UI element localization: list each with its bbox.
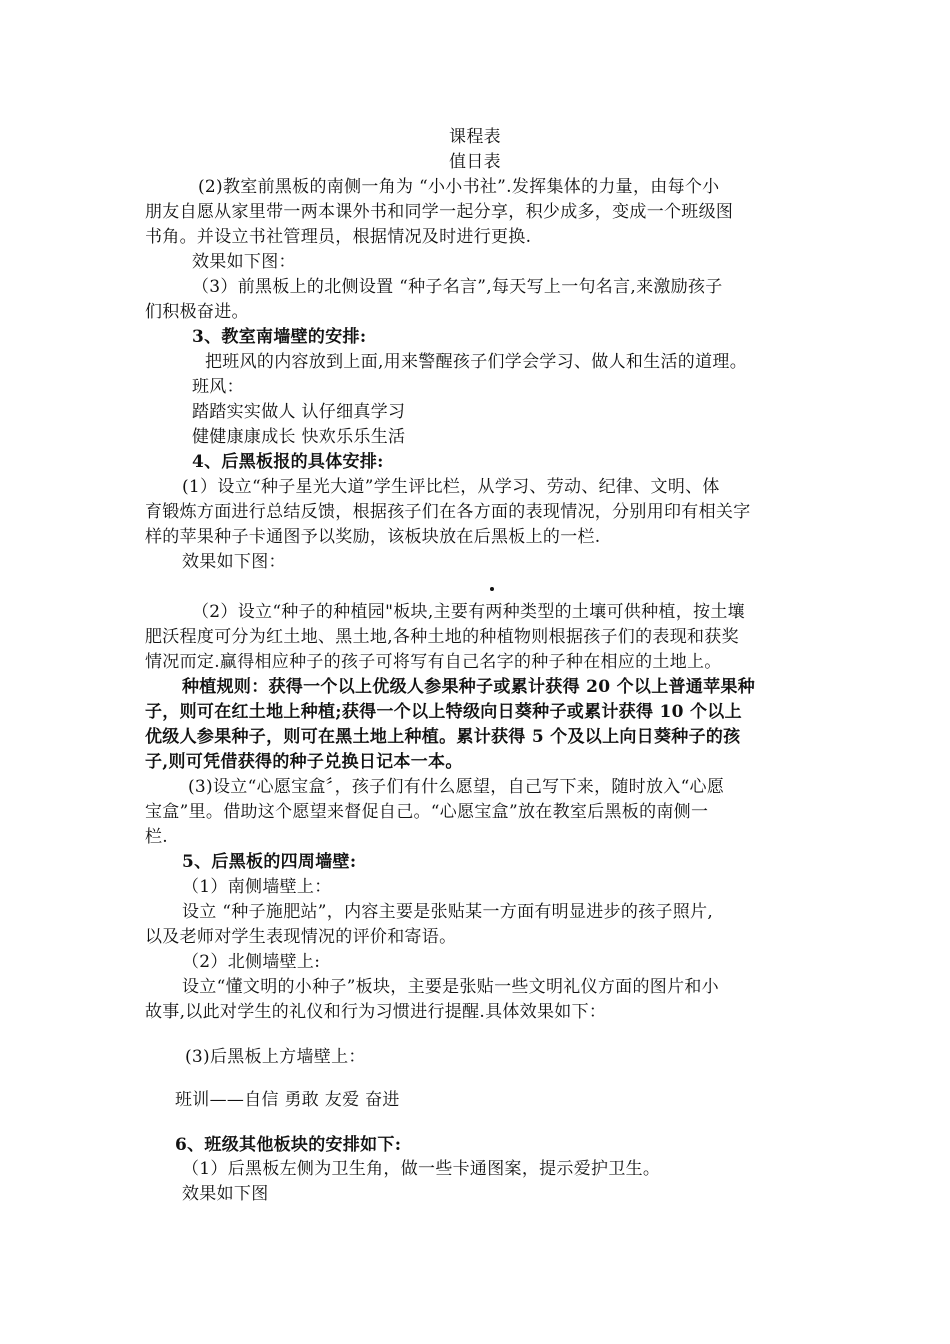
hygiene-corner-item: （1）后黑板左侧为卫生角，做一些卡通图案，提示爱护卫生。 [182, 1159, 661, 1179]
class-style-motto-line1: 踏踏实实做人 认仔细真学习 [192, 402, 406, 422]
front-board-item2-line3: 书角。并设立书社管理员，根据情况及时进行更换. [145, 227, 532, 247]
class-motto: 班训——自信 勇敢 友爱 奋进 [175, 1090, 400, 1110]
section5-heading: 5、后黑板的四周墙壁: [182, 852, 357, 872]
section3-intro: 把班风的内容放到上面,用来警醒孩子们学会学习、做人和生活的道理。 [205, 352, 748, 372]
back-board-item1-line3: 样的苹果种子卡通图予以奖励，该板块放在后黑板上的一栏. [145, 527, 601, 547]
back-board-item3-line1: (3)设立“心愿宝盒〞，孩子们有什么愿望，自己写下来，随时放入“心愿 [188, 777, 725, 797]
south-wall-line2: 以及老师对学生表现情况的评价和寄语。 [145, 927, 457, 947]
back-board-item2-line2: 肥沃程度可分为红土地、黑土地,各种土地的种植物则根据孩子们的表现和获奖 [145, 627, 739, 647]
south-wall-label: （1）南侧墙壁上： [182, 877, 332, 897]
south-wall-line1: 设立 “种子施肥站”，内容主要是张贴某一方面有明显进步的孩子照片, [182, 902, 714, 922]
top-wall-label: (3)后黑板上方墙壁上： [185, 1047, 366, 1067]
back-board-item2-line1: （2）设立“种子的种植园"板块,主要有两种类型的土壤可供种植，按土壤 [192, 602, 745, 622]
back-board-item1-line1: (1）设立“种子星光大道”学生评比栏，从学习、劳动、纪律、文明、体 [182, 477, 720, 497]
section3-heading: 3、教室南墙壁的安排: [192, 327, 367, 347]
hygiene-effect-label: 效果如下图 [182, 1184, 269, 1204]
back-board-item3-line3: 栏. [145, 827, 169, 847]
back-board-item1-line2: 育锻炼方面进行总结反馈，根据孩子们在各方面的表现情况，分别用印有相关字 [145, 502, 751, 522]
front-board-item3-line2: 们积极奋进。 [145, 302, 249, 322]
north-wall-line2: 故事,以此对学生的礼仪和行为习惯进行提醒.具体效果如下： [145, 1002, 607, 1022]
front-board-item2-line1: (2)教室前黑板的南侧一角为 “小小书社”.发挥集体的力量，由每个小 [198, 177, 720, 197]
back-board-effect-label: 效果如下图： [182, 552, 286, 572]
duty-title: 值日表 [449, 152, 501, 172]
section6-heading: 6、班级其他板块的安排如下: [175, 1135, 402, 1155]
schedule-title: 课程表 [449, 127, 501, 147]
planting-rule-line1: 种植规则：获得一个以上优级人参果种子或累计获得 20 个以上普通苹果种 [182, 677, 755, 697]
front-board-item3-line1: （3）前黑板上的北侧设置 “种子名言”,每天写上一句名言,来激励孩子 [192, 277, 723, 297]
north-wall-label: （2）北侧墙壁上: [182, 952, 321, 972]
back-board-item2-line3: 情况而定.赢得相应种子的孩子可将写有自己名字的种子种在相应的土地上。 [145, 652, 722, 672]
planting-rule-line4: 子,则可凭借获得的种子兑换日记本一本。 [145, 752, 463, 772]
class-style-motto-line2: 健健康康成长 快欢乐乐生活 [192, 427, 406, 447]
section4-heading: 4、后黑板报的具体安排: [192, 452, 384, 472]
planting-rule-line3: 优级人参果种子，则可在黑土地上种植。累计获得 5 个及以上向日葵种子的孩 [145, 727, 741, 747]
back-board-item3-line2: 宝盒”里。借助这个愿望来督促自己。“心愿宝盒”放在教室后黑板的南侧一 [145, 802, 709, 822]
front-board-item2-line2: 朋友自愿从家里带一两本课外书和同学一起分享，积少成多，变成一个班级图 [145, 202, 734, 222]
planting-rule-line2: 子，则可在红土地上种植;获得一个以上特级向日葵种子或累计获得 10 个以上 [145, 702, 742, 722]
front-board-effect-label: 效果如下图： [192, 252, 296, 272]
north-wall-line1: 设立“懂文明的小种子”板块，主要是张贴一些文明礼仪方面的图片和小 [182, 977, 719, 997]
bullet-dot [490, 587, 494, 591]
class-style-label: 班风： [192, 377, 244, 397]
